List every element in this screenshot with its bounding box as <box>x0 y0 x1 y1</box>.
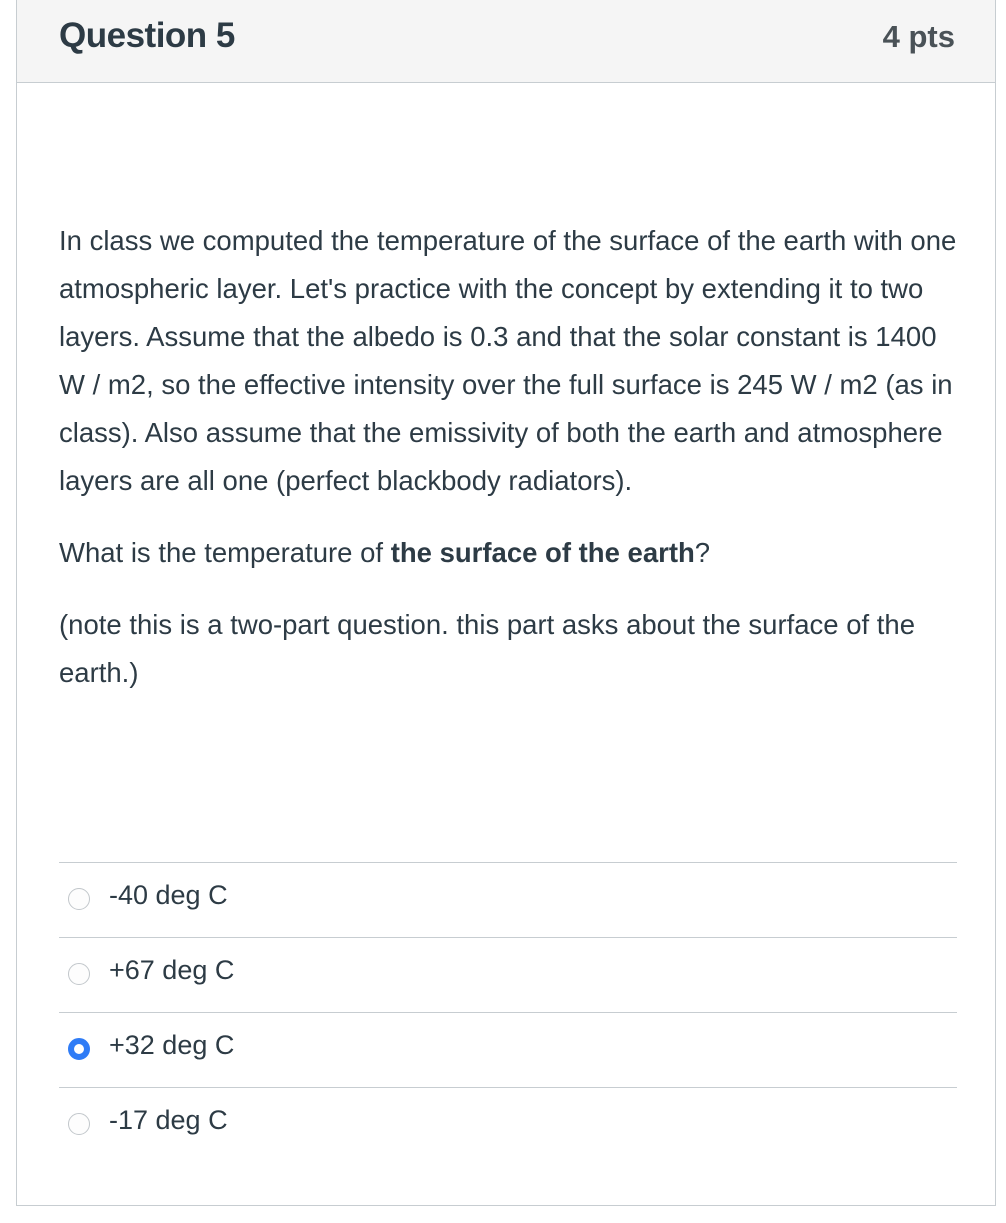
question-paragraph: In class we computed the temperature of the surface of the earth with one atmospheric layer. Let's practice with the concept by extending it to two layers. Assume that the albedo is 0.3 and that the solar constant is 1400 W / m2, so the effective intensity over the full surface is 245 W / m2 (as in class). Also assume that the emissivity of both the earth and atmosphere layers are all one (perfect blackbody radiators). <box>59 225 957 496</box>
question-header <box>17 0 995 83</box>
question-text <box>59 217 959 697</box>
question-prompt-suffix: ? <box>694 537 711 568</box>
radio-button[interactable] <box>68 1038 90 1060</box>
answer-option[interactable] <box>59 938 957 1013</box>
answer-list <box>59 862 957 1163</box>
answer-option[interactable] <box>59 863 957 938</box>
answer-label: +67 deg C <box>109 955 235 985</box>
radio-button[interactable] <box>68 963 90 985</box>
answer-label: -40 deg C <box>109 880 228 910</box>
answer-option[interactable] <box>59 1088 957 1163</box>
question-prompt-emphasis: the surface of the earth <box>390 537 695 568</box>
question-note: (note this is a two-part question. this part asks about the surface of the earth.) <box>59 609 916 688</box>
radio-button[interactable] <box>68 888 90 910</box>
question-prompt-prefix: What is the temperature of <box>59 537 391 568</box>
question-points: 4 pts <box>882 19 955 54</box>
question-card <box>16 0 996 1206</box>
answer-label: +32 deg C <box>109 1030 235 1060</box>
answer-label: -17 deg C <box>109 1105 228 1135</box>
question-prompt <box>59 529 959 577</box>
radio-button[interactable] <box>68 1113 90 1135</box>
answer-option[interactable] <box>59 1013 957 1088</box>
question-title: Question 5 <box>59 16 235 55</box>
